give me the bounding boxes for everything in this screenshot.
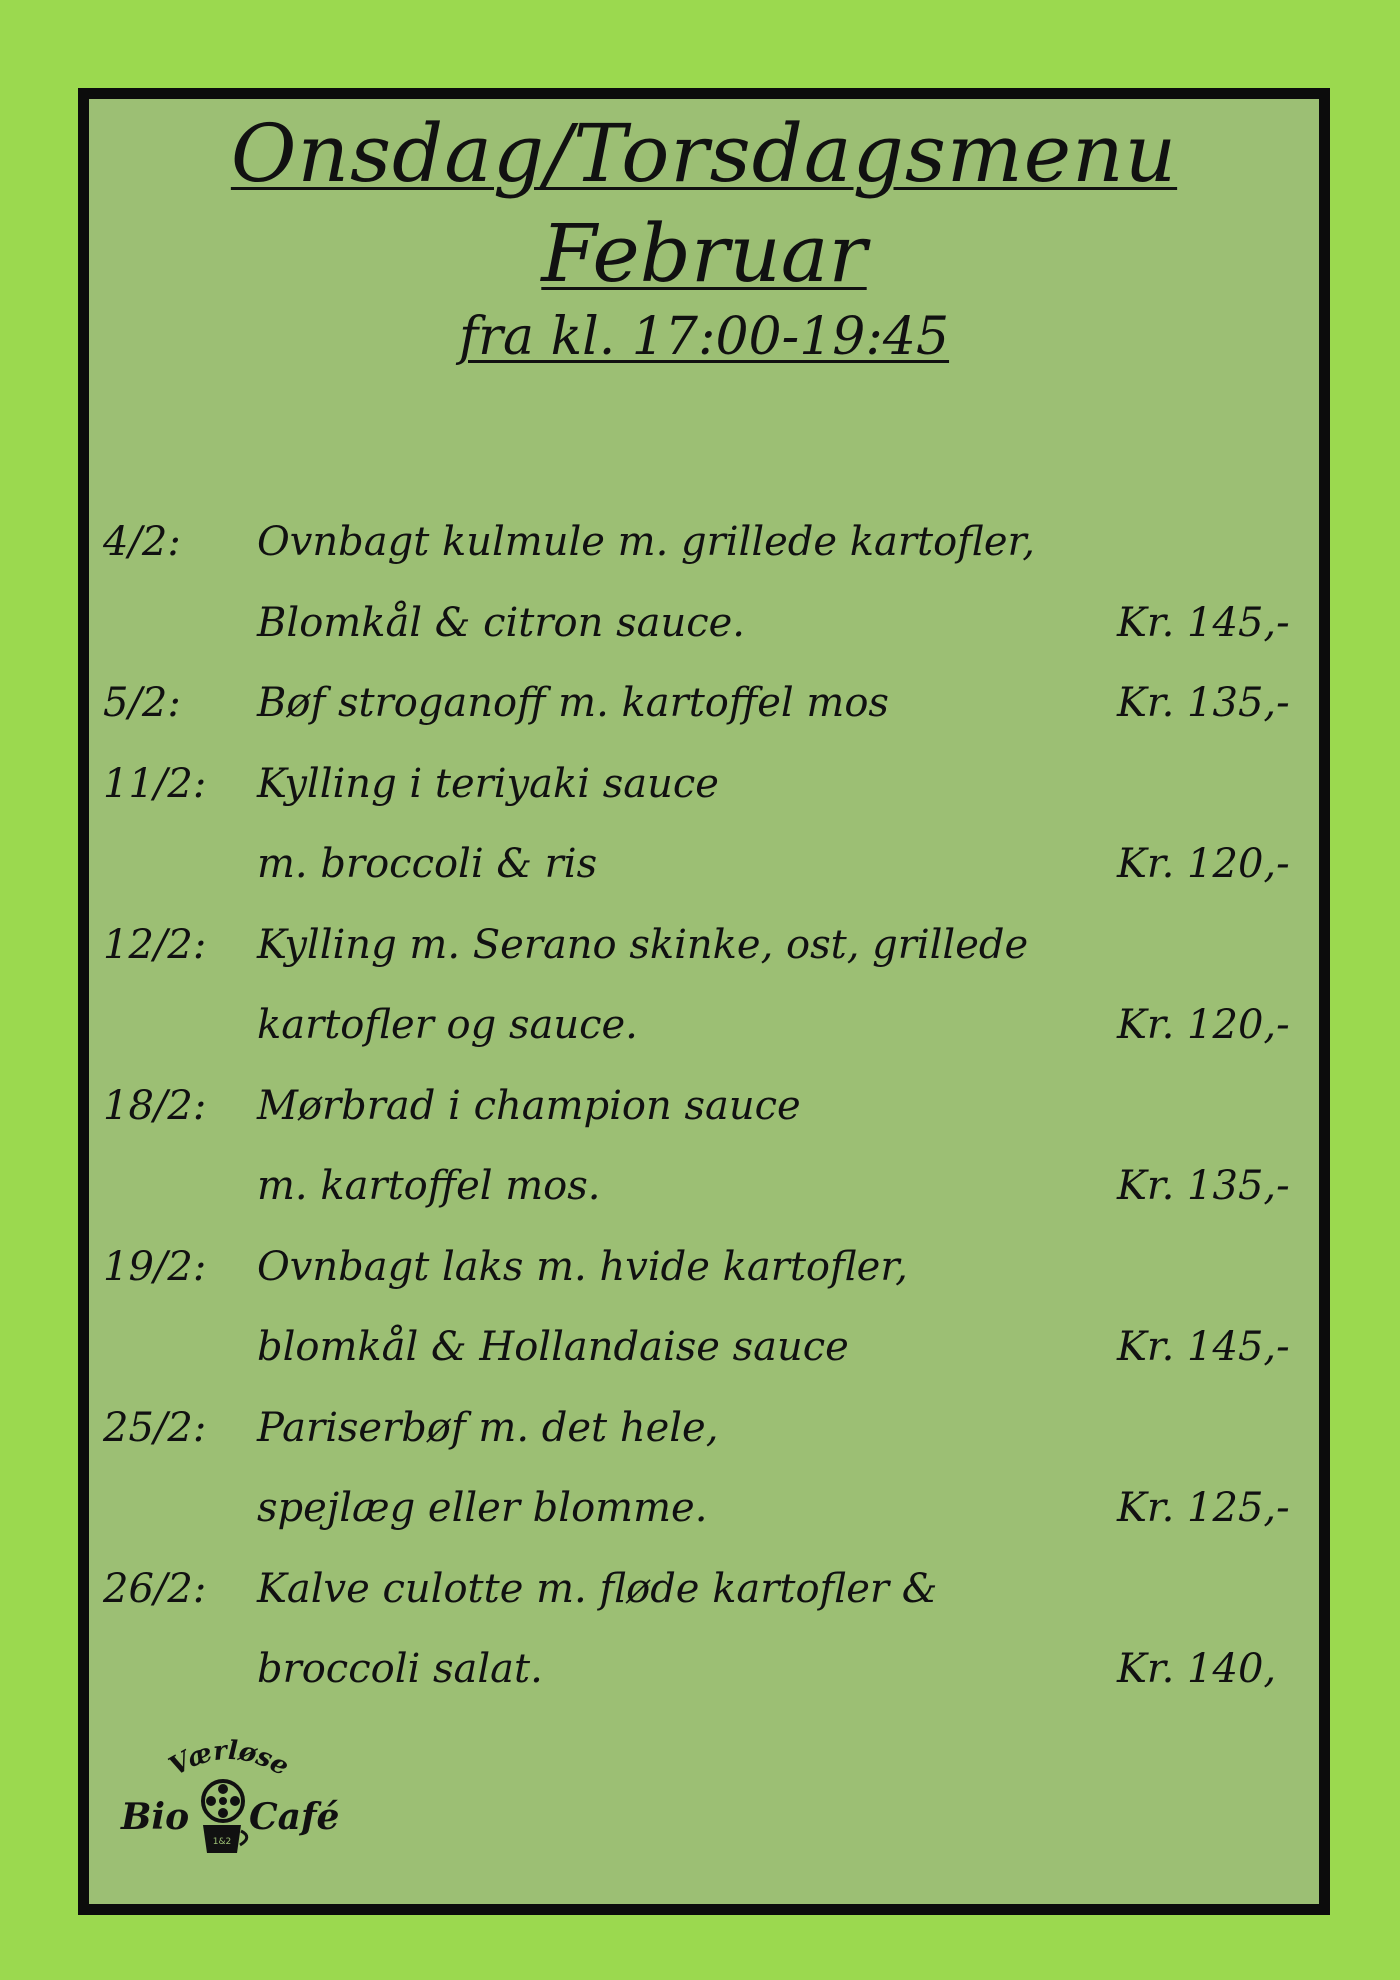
menu-date: 18/2: xyxy=(103,1082,207,1129)
menu-row xyxy=(89,1234,1319,1315)
menu-price: Kr. 145,- xyxy=(1117,599,1290,646)
menu-dish: Kylling i teriyaki sauce xyxy=(257,760,719,807)
menu-date: 5/2: xyxy=(103,680,181,726)
menu-price: Kr. 145,- xyxy=(1117,1324,1290,1370)
film-reel-icon xyxy=(203,1781,243,1821)
menu-row xyxy=(89,590,1319,671)
menu-date: 4/2: xyxy=(103,519,181,565)
menu-dish: spejlæg eller blomme. xyxy=(257,1485,708,1531)
logo-cafe-text: Café xyxy=(249,1796,339,1838)
cafe-logo xyxy=(119,1729,339,1859)
menu-row xyxy=(89,751,1319,832)
menu-list xyxy=(89,509,1319,1717)
menu-price: Kr. 135,- xyxy=(1117,680,1290,726)
menu-dish: blomkål & Hollandaise sauce xyxy=(257,1324,849,1370)
menu-dish: Bøf stroganoff m. kartoffel mos xyxy=(257,680,889,726)
menu-row xyxy=(89,992,1319,1073)
menu-date: 11/2: xyxy=(103,760,207,807)
menu-row xyxy=(89,509,1319,590)
logo-top-text: Værløse xyxy=(164,1735,294,1783)
menu-row xyxy=(89,670,1319,751)
coffee-cup-icon xyxy=(203,1825,247,1853)
menu-date: 25/2: xyxy=(103,1404,207,1451)
menu-dish: m. broccoli & ris xyxy=(257,841,598,887)
menu-title: Onsdag/Torsdagsmenu xyxy=(230,107,1178,200)
menu-dish: Kylling m. Serano skinke, ost, grillede xyxy=(257,921,1029,968)
menu-dish: Kalve culotte m. fløde kartofler & xyxy=(257,1565,938,1612)
menu-row xyxy=(89,1475,1319,1556)
menu-row xyxy=(89,831,1319,912)
menu-hours: fra kl. 17:00-19:45 xyxy=(458,307,950,367)
menu-dish: Blomkål & citron sauce. xyxy=(257,599,745,646)
menu-row xyxy=(89,1314,1319,1395)
logo-cup-text: 1&2 xyxy=(212,1837,232,1847)
menu-date: 19/2: xyxy=(103,1243,207,1290)
menu-date: 12/2: xyxy=(103,921,207,968)
menu-row xyxy=(89,1556,1319,1637)
menu-dish: Ovnbagt laks m. hvide kartofler, xyxy=(257,1243,908,1290)
menu-date: 26/2: xyxy=(103,1565,207,1612)
menu-dish: Mørbrad i champion sauce xyxy=(257,1082,801,1129)
menu-price: Kr. 140, xyxy=(1117,1646,1277,1692)
menu-panel xyxy=(78,88,1330,1915)
menu-price: Kr. 135,- xyxy=(1117,1163,1290,1209)
menu-row xyxy=(89,912,1319,993)
menu-dish: kartofler og sauce. xyxy=(257,1002,638,1048)
menu-dish: Pariserbøf m. det hele, xyxy=(257,1404,719,1451)
logo-bio-text: Bio xyxy=(121,1796,190,1838)
menu-dish: Ovnbagt kulmule m. grillede kartofler, xyxy=(257,519,1035,565)
menu-month: Februar xyxy=(541,207,867,300)
menu-row xyxy=(89,1153,1319,1234)
menu-row xyxy=(89,1395,1319,1476)
menu-price: Kr. 120,- xyxy=(1117,1002,1290,1048)
menu-row xyxy=(89,1636,1319,1717)
menu-row xyxy=(89,1073,1319,1154)
menu-price: Kr. 120,- xyxy=(1117,841,1290,887)
menu-dish: m. kartoffel mos. xyxy=(257,1163,601,1209)
menu-dish: broccoli salat. xyxy=(257,1646,543,1692)
menu-price: Kr. 125,- xyxy=(1117,1485,1290,1531)
